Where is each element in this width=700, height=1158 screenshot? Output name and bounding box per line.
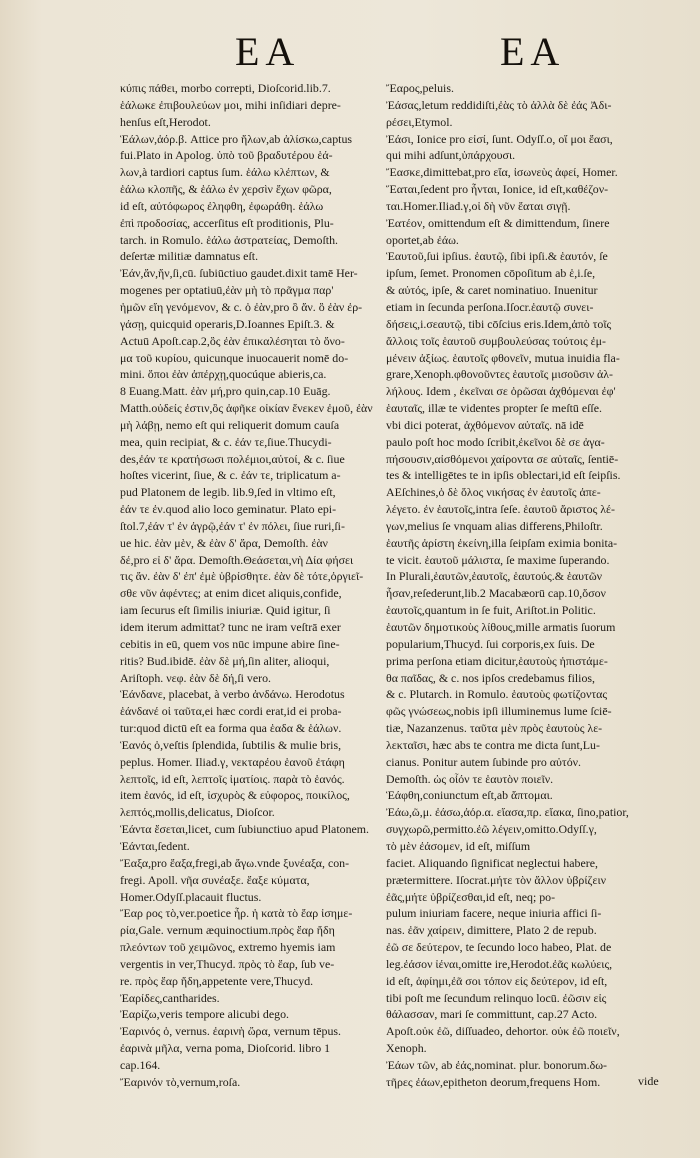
text-line: pulum iniuriam facere, neque iniuria affici ſi- (386, 906, 602, 921)
text-line: Ἔαρινόν τὸ,vernum,roſa. (120, 1074, 241, 1089)
text-line: μένειν ἀξίως. ἑαυτοῖς φθονεῖν, mutua inuidia fla- (386, 350, 620, 365)
text-line: mini. ὅποι ἐὰν ἀπέρχῃ,quocúque abieris,ca. (120, 367, 327, 382)
text-line: ρία,Gale. vernum æquinoctium.πρὸς ἔαρ ἤδη (120, 923, 335, 938)
text-line: Demoſth. ὡς οἷόν τε ἑαυτὸν ποιεῖν. (386, 771, 554, 786)
text-line: τῆρες ἐάων,epitheton deorum,frequens Hom. (386, 1074, 601, 1089)
text-line: θα παῖδας, & c. nos ipſos credebamus filios, (386, 670, 596, 685)
text-line: tarch. in Romulo. ἑάλω ἀστρατείας, Demoſth. (120, 232, 339, 247)
text-line: tes & intelligētes te in ipſis oblectari,id eſt ſeipſis. (386, 468, 621, 483)
text-line: ἐῶ σε δεύτερον, te ſecundo loco habeo, Plat. de (386, 940, 612, 955)
text-line: 8 Euang.Matt. ἐὰν μή,pro quin,cap.10 Euāg. (120, 384, 331, 399)
text-line: pud Platonem de legib. lib.9,ſed in vltimo eſt, (120, 485, 336, 500)
text-line: ἑάλω κλοπῆς, & ἑάλω ἐν χερσὶν ἔχων φῶρα, (120, 182, 332, 197)
text-line: Ἑάνδανε, placebat, à verbo ἁνδάνω. Herodotus (120, 687, 345, 702)
header-left: EA (235, 29, 301, 74)
text-line: πλεόντων τοῦ χειμῶνος, extremo hyemis iam (120, 940, 336, 955)
text-line: des,ἐάν τε κρατήσωσι πολέμιοι,αὐτοί, & c. ſiue (120, 451, 345, 466)
text-line: fui.Plato in Apolog. ὑπὸ τοῦ βραδυτέρου ἑά- (120, 148, 333, 163)
text-line: ἡμῶν εἴη γενόμενον, & c. ὁ ἐὰν,pro ὃ ἄν. ὃ ἐὰν ἐρ- (120, 299, 363, 314)
text-line: Ἐατέον, omittendum eſt & dimittendum, ſinere (386, 215, 610, 230)
text-line: Ἐαρίζω,veris tempore alicubi dego. (120, 1007, 289, 1022)
text-line: ſtol.7,ἐάν τ' ἐν ἀγρῷ,ἐάν τ' ἐν πόλει, ſiue ruri,ſi- (120, 518, 345, 533)
text-line: μὴ λάβῃ, nemo eſt qui reliquerit domum cauſa (120, 417, 340, 432)
right-column (386, 80, 682, 1091)
text-line: cianus. Ponitur autem ſubinde pro αὐτόν. (386, 754, 581, 769)
text-line: Xenoph. (386, 1041, 427, 1056)
text-line: peplus. Homer. Iliad.γ, νεκταρέου ἑανοῦ ἐτάφη (120, 754, 345, 769)
text-line: idem iterum admittat? tunc ne iram veſtrā exer (120, 620, 341, 634)
text-line: tiæ, Nazanzenus. ταῦτα μὲν πρὸς ἑαυτοὺς λε- (386, 721, 603, 736)
text-line: henſus eſt,Herodot. (120, 114, 211, 129)
text-line: Ἐαρίδες,cantharides. (120, 990, 220, 1005)
text-line: σθε νῦν ἀφέντες; at enim dicet aliquis,confide, (120, 586, 342, 601)
text-line: Ἑάνται,ſedent. (120, 838, 190, 853)
text-line: λέγετο. ἐν ἑαυτοῖς,intra ſeſe. ἑαυτοῦ ἄριστος λέ- (386, 502, 615, 517)
text-line: Homer.Odyſſ.placauit fluctus. (120, 889, 262, 904)
text-line: δήσεις,i.σεαυτῷ, tibi cōſcius eris.Idem,ἀπὸ τοῖς (386, 316, 612, 331)
text-line: Ἔαξα,pro ἔαξα,fregi,ab ἄγω.vnde ξυνέαξα, con- (120, 855, 350, 870)
text-line: & αὐτός, ipſe, & caret nominatiuo. Inuenitur (386, 283, 598, 298)
text-line: λεπτός,mollis,delicatus, Dioſcor. (120, 805, 275, 820)
text-line: hoſtes vicerint, ſiue, & c. ἐάν τε, triplicatum a- (120, 468, 341, 483)
text-line: popularium,Thucyd. ſui corporis,ex ſuis. De (386, 636, 595, 651)
text-line: δέ,pro εἰ δ' ἄρα. Demoſth.Θεάσεται,νὴ Δία φήσει (120, 552, 354, 567)
text-line: id eſt, αὐτόφωρος ἐληφθη, ἐφωράθη. ἑάλω (120, 198, 324, 213)
text-line: mea, quin recipiat, & c. ἐάν τε,ſiue.Thucydi- (120, 434, 332, 449)
text-line: Apoſt.οὐκ ἐῶ, diſſuadeo, dehortor. οὐκ ἐῶ ποιεῖν, (386, 1024, 620, 1039)
text-line: πήσουσιν,αἰσθόμενοι χαίροντα σε αὐταῖς, ſentiē- (386, 451, 619, 466)
text-line: prætermittere. Iſocrat.μήτε τὸν ἄλλον ὑβρίζειν (386, 872, 607, 887)
text-line: tibi poſt me ſecundum relinquo locū. ἐῶσιν εἰς (386, 990, 607, 1005)
text-line: ἑαυτῆς ἀρίστη ἐκείνη,illa ſeipſam eximia bonita- (386, 535, 618, 550)
text-line: nas. ἐᾶν χαίρειν, dimittere, Plato 2 de repub. (386, 923, 597, 938)
text-line: γάσῃ, quicquid operaris,D.Ioannes Epiſt.3. & (120, 316, 335, 331)
text-line: ρέσει,Etymol. (386, 114, 453, 129)
text-line: ἄλλοις τοῖς ἑαυτοῦ συμβουλεύσας τούτοις ἐμ- (386, 333, 606, 348)
text-line: qui mihi adſunt,ὑπάρχουσι. (386, 148, 516, 163)
text-line: φῶς γνώσεως,nobis ipſi illuminemus lume ſciē- (386, 704, 612, 719)
text-line: Ἔαρ ρος τὸ,ver.poetice ἦρ. ἡ κατὰ τὸ ἔαρ ἰσημε- (120, 906, 353, 921)
text-line: συγχωρῶ,permitto.ἐῶ λέγειν,omitto.Odyſſ.γ, (386, 822, 597, 837)
text-line: re. πρὸς ἔαρ ἤδη,appetente vere,Thucyd. (120, 973, 314, 988)
text-line: ἐπὶ προδοσίας, accerſitus eſt proditionis, Plu- (120, 215, 334, 230)
text-line: cebitis in eū, quem vos nūc impune abire ſine- (120, 636, 340, 651)
text-line: Ἑάντα ἕσεται,licet, cum ſubiunctiuo apud Platonem. (120, 822, 370, 837)
text-line: ἐαρινὰ μῆλα, verna poma, Dioſcorid. libro 1 (120, 1041, 331, 1056)
text-line: λεπτοῖς, id eſt, λεπτοῖς ἱματίοις. παρὰ τὸ ἑανός. (120, 771, 345, 786)
text-line: ἐᾶς,μήτε ὑβρίζεσθαι,id eſt, neq; po- (386, 889, 556, 904)
text-line: ται.Homer.Iliad.γ,οἱ δὴ νῦν ἕαται σιγῇ. (386, 198, 571, 213)
text-line: Ἑάλων,ἀόρ.β. Attice pro ἥλων,ab ἁλίσκω,captus (120, 131, 353, 146)
text-line: item ἑανός, id eſt, ἰσχυρὸς & εὐφορος, ποικίλος, (120, 788, 350, 803)
text-line: oportet,ab ἐάω. (386, 232, 459, 247)
text-line: ἐάν τε ἐν.quod alio loco geminatur. Plato epi- (120, 502, 337, 517)
text-line: etiam in ſecunda perſona.Iſocr.ἑαυτῷ συνει- (386, 299, 594, 314)
running-header (0, 28, 700, 72)
text-line: τὸ μὲν ἐάσομεν, id eſt, miſſum (386, 838, 531, 853)
left-column (120, 80, 402, 1091)
text-line: ἑαυταῖς, illæ te videntes propter ſe meſtū eſſe. (386, 401, 602, 416)
text-line: deſertæ militiæ damnatus eſt. (120, 249, 259, 264)
text-line: Ἐάων τῶν, ab ἐάς,nominat. plur. bonorum.δω- (386, 1057, 607, 1072)
text-line: κύπις πάθει, morbo correpti, Dioſcorid.lib.7. (120, 81, 331, 95)
text-line: Ἐάω,ῶ,μ. ἐάσω,ἀόρ.α. εἴασα,πρ. εἴακα, ſino,patior, (386, 805, 629, 820)
text-line: vbi dici poterat, ἀχθόμενον αὐταῖς. nā idē (386, 417, 584, 432)
text-line: te vicit. ἑαυτοῦ μάλιστα, ſe maxime ſuperando. (386, 552, 610, 567)
text-line: prima perſona etiam dicitur,ἑαυτοὺς ἠπιστάμε- (386, 653, 608, 668)
text-line: ἑάνδανέ οἱ ταῦτα,ei hæc cordi erat,id ei proba- (120, 704, 342, 719)
text-line: Ἕαται,ſedent pro ἧνται, Ionice, id eſt,καθέζον- (386, 182, 609, 197)
text-line: ue hic. ἐὰν μὲν, & ἐὰν δ' ἄρα, Demoſth. ἐὰν (120, 535, 328, 550)
text-line: λεκταῖσι, hæc abs te contra me dicta ſunt,Lu- (386, 737, 600, 752)
text-line: tur:quod dictū eſt ea forma qua ἑαδα & ἑάλων. (120, 721, 342, 736)
text-line: mogenes per optatiuū,ἐὰν μὴ τὸ πρᾶγμα παρ' (120, 283, 334, 298)
text-line: ἑαυτοῖς,quantum in ſe fuit, Ariſtot.in Politic. (386, 603, 596, 618)
text-line: Ἐαρινός ὁ, vernus. ἐαρινὴ ὥρα, vernum tēpus. (120, 1024, 342, 1039)
text-line: iam ſecurus eſt ſimilis iniuriæ. Quid igitur, ſi (120, 603, 331, 618)
text-line: grare,Xenoph.φθονοῦντες ἑαυτοῖς μισοῦσιν ἀλ- (386, 367, 613, 382)
text-line: Actuū Apoſt.cap.2,ὃς ἐὰν ἐπικαλέσηται τὸ ὄνο- (120, 333, 345, 348)
text-line: faciet. Aliquando ſignificat neglectui habere, (386, 855, 598, 870)
text-line: Ἔασκε,dimittebat,pro εἴα, ἰσωνεὺς ἀφεί, Homer. (386, 165, 618, 180)
text-line: Ἐάσι, Ionice pro εἰσί, ſunt. Odyſſ.ο, οἵ μοι ἔασι, (386, 131, 613, 146)
text-line: vergentis in ver,Thucyd. πρὸς τὸ ἔαρ, ſub ve- (120, 956, 335, 971)
text-line: Ἔαρος,peluis. (386, 81, 454, 95)
text-line: λων,à tardiori captus ſum. ἑάλω κλέπτων, & (120, 165, 330, 180)
text-line: id eſt, ἀφίημι,ἐᾶ σοι τόπον εἰς δεύτερον, id eſt, (386, 973, 608, 988)
text-line: ritis? Bud.ibidē. ἐὰν δὲ μή,ſin aliter, alioqui, (120, 653, 330, 668)
text-line: ἑαυτῶν δημοτικοὺς λίθους,mille armatis ſuorum (386, 620, 616, 634)
text-line: τις ἄν. ἐὰν δ' ἐπ' ἐμὲ ὑβρίσθητε. ἐὰν δὲ τότε,ὀργιεῖ- (120, 569, 364, 584)
text-line: fregi. Apoll. νῆα συνέαξε. ἔαξε κύματα, (120, 872, 310, 887)
text-line: λήλους. Idem , ἐκεῖναι σε ὁρῶσαι ἀχθόμεναι ἐφ' (386, 384, 616, 399)
text-line: Ἑάφθη,coniunctum eſt,ab ἅπτομαι. (386, 788, 553, 803)
text-line: AEſchines,ὁ δὲ ὅλος νικήσας ἐν ἑαυτοῖς ἀπε- (386, 485, 601, 500)
text-line: ipſum, ſemet. Pronomen cōpoſitum ab ἑ,i.ſe, (386, 266, 596, 281)
text-line: Ariſtoph. νεφ. ἐὰν δὲ δή,ſi vero. (120, 670, 272, 685)
text-line: Matth.οὐδείς ἐστιν,ὃς ἀφῆκε οἰκίαν ἕνεκεν ἐμοῦ, ἐὰν (120, 401, 373, 416)
text-line: ἑάλωκε ἐπιβουλεύων μοι, mihi inſidiari depre- (120, 97, 341, 112)
catchword: vide (638, 1074, 659, 1088)
text-line: γων,melius ſe vnquam alias differens,Philoſtr. (386, 518, 603, 533)
text-line: ἦσαν,reſederunt,lib.2 Macabæorū cap.10,ὅσον (386, 586, 606, 601)
text-line: paulo poſt hoc modo ſcribit,ἐκεῖνοι δὲ σε ἀγα- (386, 434, 605, 449)
text-line: μα τοῦ κυρίου, quicunque inuocauerit nomē do- (120, 350, 349, 365)
text-line: & c. Plutarch. in Romulo. ἑαυτοὺς φωτίζοντας (386, 687, 608, 702)
text-line: cap.164. (120, 1057, 161, 1072)
text-line: In Plurali,ἑαυτῶν,ἑαυτοῖς, ἑαυτούς.& ἑαυτῶν (386, 569, 603, 584)
text-line: θάλασσαν, mari ſe committunt, cap.27 Acto. (386, 1007, 598, 1022)
text-line: Ἑανός ὁ,veſtis ſplendida, ſubtilis & mulie bris, (120, 737, 342, 752)
header-right: EA (500, 29, 566, 74)
text-line: Ἑαυτοῦ,ſui ipſius. ἑαυτῷ, ſibi ipſi.& ἑαυτόν, ſe (386, 249, 608, 264)
text-line: Ἐάσας,letum reddidiſti,ἐὰς τὸ ἀλλὰ δὲ ἐάς Ἀδι- (386, 97, 612, 112)
text-line: leg.ἐάσον ἰέναι,omitte ire,Herodot.ἐᾶς κωλύεις, (386, 956, 613, 971)
text-line: Ἐάν,ἄν,ἤν,ſi,cū. ſubiūctiuo gaudet.dixit tamē Her- (120, 266, 358, 281)
